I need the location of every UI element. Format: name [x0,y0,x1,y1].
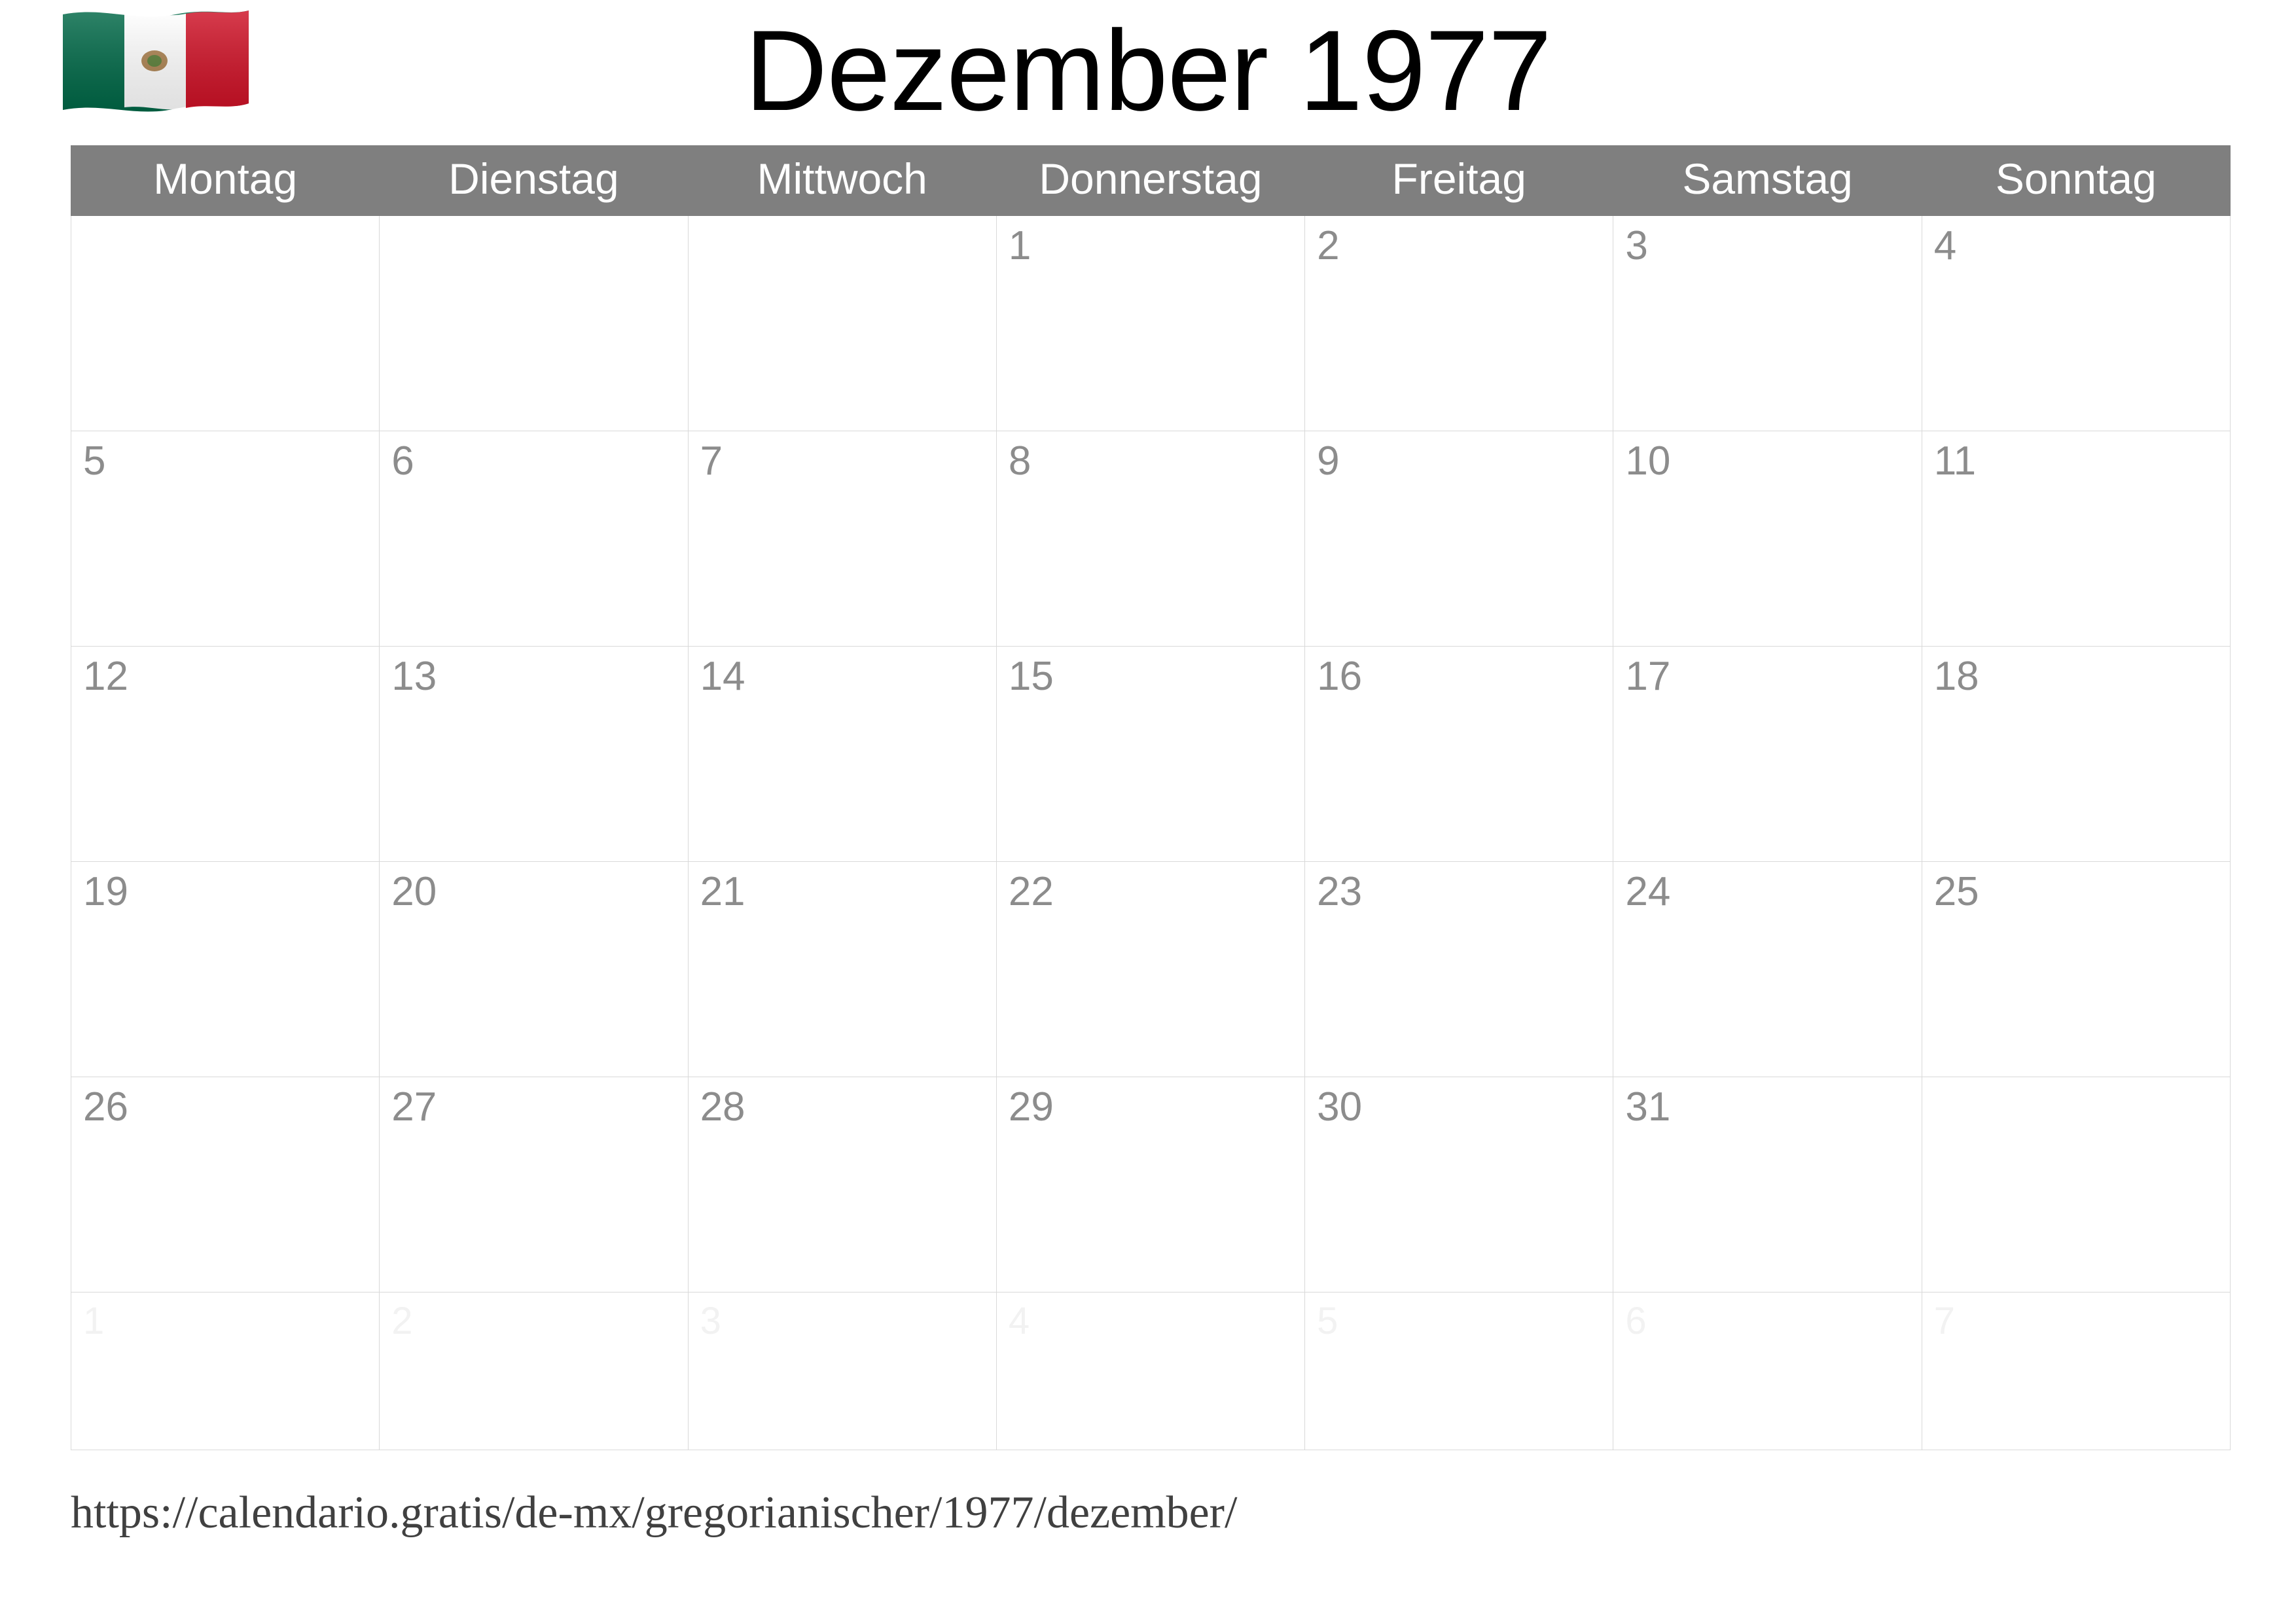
calendar-day-cell[interactable]: 5 [1305,1293,1613,1450]
calendar-day-cell[interactable]: 6 [380,431,688,647]
calendar-day-cell[interactable] [380,216,688,431]
page-header [0,0,2296,143]
weekday-header-sunday: Sonntag [1922,146,2230,216]
calendar-day-cell[interactable] [71,216,380,431]
calendar-day-cell[interactable]: 27 [380,1077,688,1293]
calendar-week-row [71,1077,2231,1293]
calendar-day-cell[interactable]: 3 [688,1293,996,1450]
calendar-day-cell[interactable]: 14 [688,647,996,862]
calendar-day-cell[interactable]: 8 [996,431,1304,647]
weekday-header-friday: Freitag [1305,146,1613,216]
weekday-header-tuesday: Dienstag [380,146,688,216]
calendar-day-cell[interactable]: 2 [380,1293,688,1450]
calendar-day-cell[interactable] [688,216,996,431]
weekday-header-thursday: Donnerstag [996,146,1304,216]
calendar-day-cell[interactable]: 3 [1613,216,1922,431]
calendar-day-cell[interactable]: 20 [380,862,688,1077]
calendar-day-cell[interactable]: 16 [1305,647,1613,862]
weekday-header-row [71,146,2231,216]
calendar-day-cell[interactable]: 4 [996,1293,1304,1450]
calendar-day-cell[interactable]: 18 [1922,647,2230,862]
calendar-day-cell[interactable]: 7 [1922,1293,2230,1450]
calendar-day-cell[interactable]: 15 [996,647,1304,862]
calendar-day-cell[interactable]: 9 [1305,431,1613,647]
calendar-week-row [71,862,2231,1077]
calendar-week-row [71,431,2231,647]
calendar-day-cell[interactable]: 1 [996,216,1304,431]
calendar-day-cell[interactable]: 17 [1613,647,1922,862]
calendar-day-cell[interactable]: 12 [71,647,380,862]
calendar-day-cell[interactable]: 2 [1305,216,1613,431]
calendar-day-cell[interactable]: 29 [996,1077,1304,1293]
source-url[interactable]: https://calendario.gratis/de-mx/gregorianischer/1977/dezember/ [71,1488,1238,1538]
calendar-day-cell[interactable]: 26 [71,1077,380,1293]
weekday-header-wednesday: Mittwoch [688,146,996,216]
calendar-day-cell[interactable]: 6 [1613,1293,1922,1450]
calendar-week-row [71,647,2231,862]
calendar-day-cell[interactable]: 28 [688,1077,996,1293]
calendar-day-cell[interactable]: 5 [71,431,380,647]
calendar-day-cell[interactable]: 10 [1613,431,1922,647]
calendar-day-cell[interactable]: 19 [71,862,380,1077]
calendar-day-cell[interactable]: 13 [380,647,688,862]
calendar-day-cell[interactable]: 25 [1922,862,2230,1077]
calendar-day-cell[interactable]: 30 [1305,1077,1613,1293]
calendar-day-cell[interactable]: 22 [996,862,1304,1077]
calendar-day-cell[interactable] [1922,1077,2230,1293]
weekday-header-saturday: Samstag [1613,146,1922,216]
calendar-day-cell[interactable]: 24 [1613,862,1922,1077]
page-title: Dezember 1977 [744,7,1552,135]
calendar-day-cell[interactable]: 31 [1613,1077,1922,1293]
calendar-day-cell[interactable]: 1 [71,1293,380,1450]
calendar-day-cell[interactable]: 7 [688,431,996,647]
weekday-header-monday: Montag [71,146,380,216]
calendar-grid [71,145,2231,1450]
calendar-week-row [71,216,2231,431]
calendar-day-cell[interactable]: 4 [1922,216,2230,431]
calendar-day-cell[interactable]: 11 [1922,431,2230,647]
calendar-day-cell[interactable]: 21 [688,862,996,1077]
calendar-week-row-overflow [71,1293,2231,1450]
calendar-day-cell[interactable]: 23 [1305,862,1613,1077]
